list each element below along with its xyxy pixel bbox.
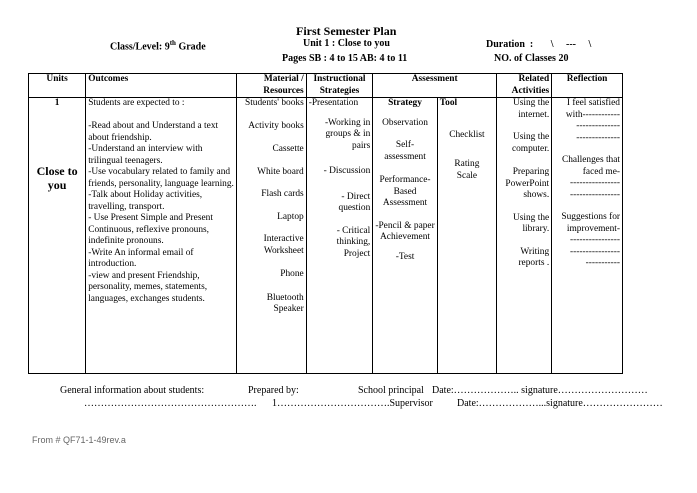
reflection-line: Suggestions for improvement- xyxy=(561,212,620,234)
material-item: Interactive Worksheet xyxy=(263,234,304,256)
page-title: First Semester Plan xyxy=(296,24,397,38)
outcomes-header: Outcomes xyxy=(86,74,237,98)
assessment-item: -Test xyxy=(395,251,415,262)
related-cell xyxy=(497,98,552,374)
unit-number: 1 xyxy=(54,98,60,108)
outcome-line: -Use vocabulary related to family and friends, personality, language learning. xyxy=(88,167,234,189)
reflection-cell xyxy=(552,98,623,374)
related-item: Preparing PowerPoint shows. xyxy=(505,167,550,200)
outcome-line: -Talk about Holiday activities, travelling, transport. xyxy=(88,190,203,212)
assessment-item: -Pencil & paper Achievement xyxy=(375,220,435,242)
unit-title: Unit 1 : Close to you xyxy=(303,38,390,49)
tool-subheader: Tool xyxy=(439,98,458,108)
reflection-line: ---------------- xyxy=(570,189,620,200)
prepared-by: Prepared by: xyxy=(248,385,299,396)
strategy-item: - Direct question xyxy=(338,191,371,213)
related-item: Using the computer. xyxy=(511,132,550,154)
supervisor: 1…………………………….Supervisor xyxy=(272,398,433,409)
related-header: Related Activities xyxy=(497,74,552,98)
material-item: Bluetooth Speaker xyxy=(266,292,304,314)
assessment-item: Performance-Based Assessment xyxy=(379,175,431,208)
units-cell xyxy=(29,98,86,374)
reflection-line: ---------------- xyxy=(570,178,620,188)
material-item: Flash cards xyxy=(261,189,304,199)
material-item: Activity books xyxy=(248,120,304,131)
assessment-item: Observation xyxy=(382,117,428,128)
instructional-cell xyxy=(306,98,373,374)
reflection-line: -------------- xyxy=(576,132,620,143)
tool-item: Rating Scale xyxy=(454,159,480,181)
material-item: Laptop xyxy=(277,211,304,222)
school-principal: School principal xyxy=(358,385,424,396)
outcome-line: -Read about and Understand a text about friendship. xyxy=(88,121,219,143)
outcome-line: - Use Present Simple and Present Continuous, reflexive pronouns, indefinite pronouns. xyxy=(88,213,213,246)
strategy-item: - Critical thinking, Project xyxy=(336,225,371,259)
plan-table xyxy=(28,73,623,374)
outcome-line: -Write An informal email of introduction. xyxy=(88,247,194,269)
strategy-subheader: Strategy xyxy=(388,98,422,108)
reflection-line: I feel satisfied with------------ xyxy=(565,98,620,120)
classes-count: NO. of Classes 20 xyxy=(494,53,569,64)
date-signature-2: Date:………………...signature…………………… xyxy=(457,398,663,409)
dotted-line: ……………………………………………. xyxy=(84,398,257,409)
tool-item: Checklist xyxy=(449,129,485,140)
units-header: Units xyxy=(29,74,86,98)
class-level: Class/Level: 9th Grade xyxy=(110,39,206,53)
strategy-item: -Working in groups & in pairs xyxy=(324,117,371,151)
unit-name: Close to you xyxy=(36,163,78,192)
outcome-spacer xyxy=(88,110,234,122)
outcome-line: -view and present Friendship, personality, memes, statements, languages, exchanges students. xyxy=(88,270,208,304)
material-header: Material / Resources xyxy=(237,74,307,98)
outcomes-cell xyxy=(86,98,237,374)
strategy-item: - Discussion xyxy=(323,166,371,176)
material-item: Students' books xyxy=(244,98,304,108)
reflection-line: ---------------- xyxy=(570,235,620,245)
reflection-line: ---------------- xyxy=(570,246,620,257)
duration: Duration : \ --- \ xyxy=(486,39,592,50)
pages-range: Pages SB : 4 to 15 AB: 4 to 11 xyxy=(282,53,408,64)
assessment-strategy-cell xyxy=(373,98,437,374)
related-item: Using the internet. xyxy=(512,98,550,120)
strategy-item: -Presentation xyxy=(308,98,359,108)
related-item: Writing reports . xyxy=(518,246,550,268)
reflection-line: Challenges that faced me- xyxy=(561,155,620,177)
outcome-line: Students are expected to : xyxy=(88,98,185,108)
assessment-item: Self-assessment xyxy=(384,140,426,162)
table-header-row xyxy=(29,74,623,98)
reflection-line: ----------- xyxy=(585,258,620,268)
material-item: White board xyxy=(257,166,304,177)
assessment-tool-cell xyxy=(437,98,496,374)
reflection-header: Reflection xyxy=(552,74,623,98)
related-item: Using the library. xyxy=(512,212,550,234)
outcome-line: -Understand an interview with trilingual teenagers. xyxy=(88,144,203,166)
material-cell xyxy=(237,98,307,374)
material-item: Phone xyxy=(280,269,304,279)
general-info: General information about students: xyxy=(60,385,205,396)
reflection-line: -------------- xyxy=(576,121,620,131)
form-code: From # QF71-1-49rev.a xyxy=(32,435,126,445)
assessment-header: Assessment xyxy=(373,74,497,98)
date-signature-1: Date:……………….. signature……………………… xyxy=(432,385,648,396)
instructional-header: Instructional Strategies xyxy=(306,74,373,98)
table-row xyxy=(29,98,623,374)
material-item: Cassette xyxy=(272,144,304,154)
